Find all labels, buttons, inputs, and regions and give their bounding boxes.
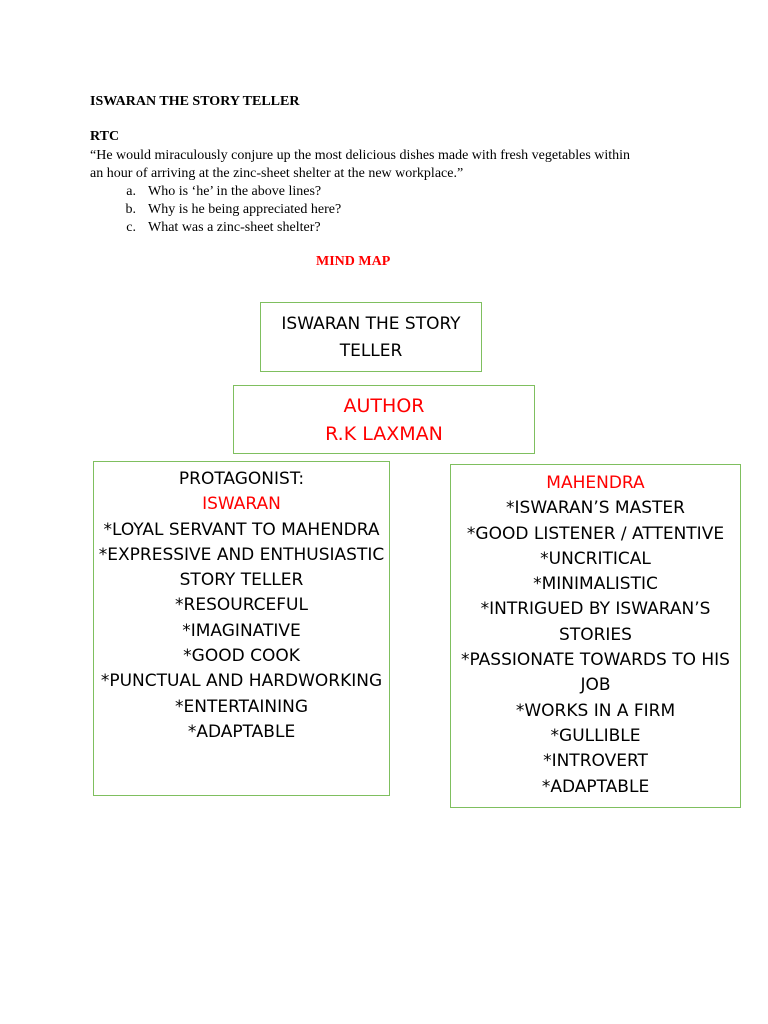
trait-line: STORIES	[559, 624, 632, 645]
rtc-heading: RTC	[90, 129, 120, 144]
mahendra-name: MAHENDRA	[546, 473, 645, 493]
protagonist-box	[93, 461, 390, 796]
trait-line: *ENTERTAINING	[175, 696, 308, 717]
trait-line: *UNCRITICAL	[540, 548, 651, 569]
trait-line: *GOOD COOK	[183, 646, 300, 667]
rtc-quote-line-2: an hour of arriving at the zinc-sheet shelter at the new workplace.”	[90, 166, 464, 181]
trait-line: STORY TELLER	[179, 570, 304, 591]
trait-line: JOB	[580, 675, 611, 696]
question-letter: a.	[126, 184, 136, 199]
story-title-line-1: ISWARAN THE STORY	[281, 314, 461, 334]
trait-line: *ADAPTABLE	[187, 721, 296, 742]
protagonist-name: ISWARAN	[202, 494, 281, 515]
trait-line: *INTRIGUED BY ISWARAN’S	[480, 599, 711, 620]
trait-line: *INTROVERT	[543, 751, 648, 772]
trait-line: *LOYAL SERVANT TO MAHENDRA	[103, 519, 380, 540]
trait-line: *PASSIONATE TOWARDS TO HIS	[461, 650, 730, 671]
trait-line: *IMAGINATIVE	[182, 620, 301, 641]
story-title-box	[260, 302, 482, 372]
trait-line: *ISWARAN’S MASTER	[506, 498, 685, 519]
question-text: Why is he being appreciated here?	[148, 202, 342, 217]
question-item	[90, 183, 341, 201]
trait-line: *GOOD LISTENER / ATTENTIVE	[466, 523, 725, 544]
question-list	[90, 183, 341, 237]
trait-line: *GULLIBLE	[550, 725, 641, 746]
question-item	[90, 201, 341, 219]
trait-line: *RESOURCEFUL	[175, 595, 308, 616]
author-box	[233, 385, 535, 454]
trait-line: *MINIMALISTIC	[533, 574, 658, 595]
protagonist-heading: PROTAGONIST:	[178, 469, 305, 489]
question-text: Who is ‘he’ in the above lines?	[148, 184, 322, 199]
trait-line: *EXPRESSIVE AND ENTHUSIASTIC	[98, 544, 385, 565]
question-letter: c.	[126, 220, 136, 235]
trait-line: *PUNCTUAL AND HARDWORKING	[100, 671, 383, 692]
story-title-line-2: TELLER	[339, 341, 403, 361]
question-item	[90, 219, 341, 237]
mind-map-label: MIND MAP	[316, 254, 391, 269]
document-title: ISWARAN THE STORY TELLER	[90, 94, 300, 109]
rtc-quote	[90, 147, 690, 183]
author-name: R.K LAXMAN	[325, 423, 443, 445]
question-letter: b.	[125, 202, 136, 217]
question-text: What was a zinc-sheet shelter?	[148, 220, 321, 235]
trait-line: *WORKS IN A FIRM	[515, 700, 676, 721]
mahendra-box	[450, 464, 741, 808]
author-label: AUTHOR	[343, 395, 425, 417]
rtc-quote-line-1: “He would miraculously conjure up the most delicious dishes made with fresh vegetables within	[90, 148, 631, 163]
trait-line: *ADAPTABLE	[541, 776, 650, 797]
